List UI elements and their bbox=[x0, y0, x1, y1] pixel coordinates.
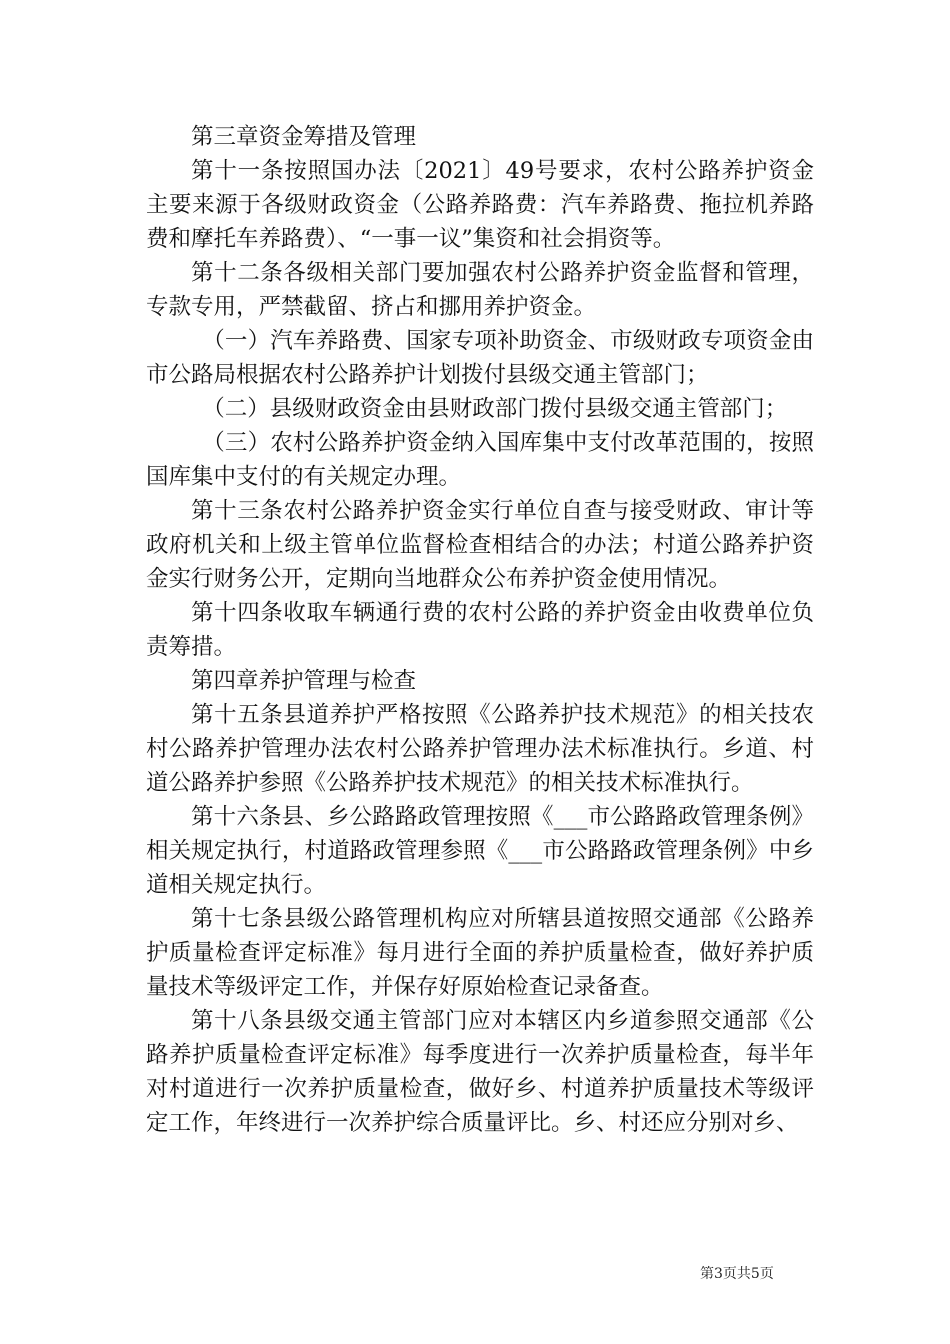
article-paragraph: 第十五条县道养护严格按照《公路养护技术规范》的相关技农村公路养护管理办法农村公路养护管理办法术标准执行。乡道、村道公路养护参照《公路养护技术规范》的相关技术标准执行。 bbox=[146, 702, 814, 796]
chapter-heading: 第四章养护管理与检查 bbox=[191, 668, 417, 694]
article-paragraph: 第十二条各级相关部门要加强农村公路养护资金监督和管理，专款专用，严禁截留、挤占和挪用养护资金。 bbox=[146, 260, 814, 320]
chapter-heading: 第三章资金筹措及管理 bbox=[191, 124, 417, 150]
sub-item-paragraph: （二）县级财政资金由县财政部门拨付县级交通主管部门； bbox=[202, 396, 788, 422]
article-paragraph: 第十八条县级交通主管部门应对本辖区内乡道参照交通部《公路养护质量检查评定标准》每季度进行一次养护质量检查，每半年对村道进行一次养护质量检查，做好乡、村道养护质量技术等级评定工作，年终进行一次养护综合质量评比。乡、村还应分别对乡、 bbox=[146, 1008, 814, 1136]
page-number-footer: 第3页共5页 bbox=[700, 1266, 774, 1282]
article-paragraph: 第十三条农村公路养护资金实行单位自查与接受财政、审计等政府机关和上级主管单位监督检查相结合的办法；村道公路养护资金实行财务公开，定期向当地群众公布养护资金使用情况。 bbox=[146, 498, 814, 592]
sub-item-paragraph: （一）汽车养路费、国家专项补助资金、市级财政专项资金由市公路局根据农村公路养护计划拨付县级交通主管部门； bbox=[146, 328, 814, 388]
article-paragraph: 第十七条县级公路管理机构应对所辖县道按照交通部《公路养护质量检查评定标准》每月进行全面的养护质量检查，做好养护质量技术等级评定工作，并保存好原始检查记录备查。 bbox=[146, 906, 814, 1000]
sub-item-paragraph: （三）农村公路养护资金纳入国库集中支付改革范围的，按照国库集中支付的有关规定办理。 bbox=[146, 430, 814, 490]
article-paragraph: 第十六条县、乡公路路政管理按照《___市公路路政管理条例》相关规定执行，村道路政管理参照《___市公路路政管理条例》中乡道相关规定执行。 bbox=[146, 804, 814, 898]
article-paragraph: 第十四条收取车辆通行费的农村公路的养护资金由收费单位负责筹措。 bbox=[146, 600, 814, 660]
article-paragraph: 第十一条按照国办法〔2021〕49号要求，农村公路养护资金主要来源于各级财政资金（公路养路费：汽车养路费、拖拉机养路费和摩托车养路费）、“一事一议”集资和社会捐资等。 bbox=[146, 158, 814, 252]
document-body bbox=[146, 120, 814, 1140]
